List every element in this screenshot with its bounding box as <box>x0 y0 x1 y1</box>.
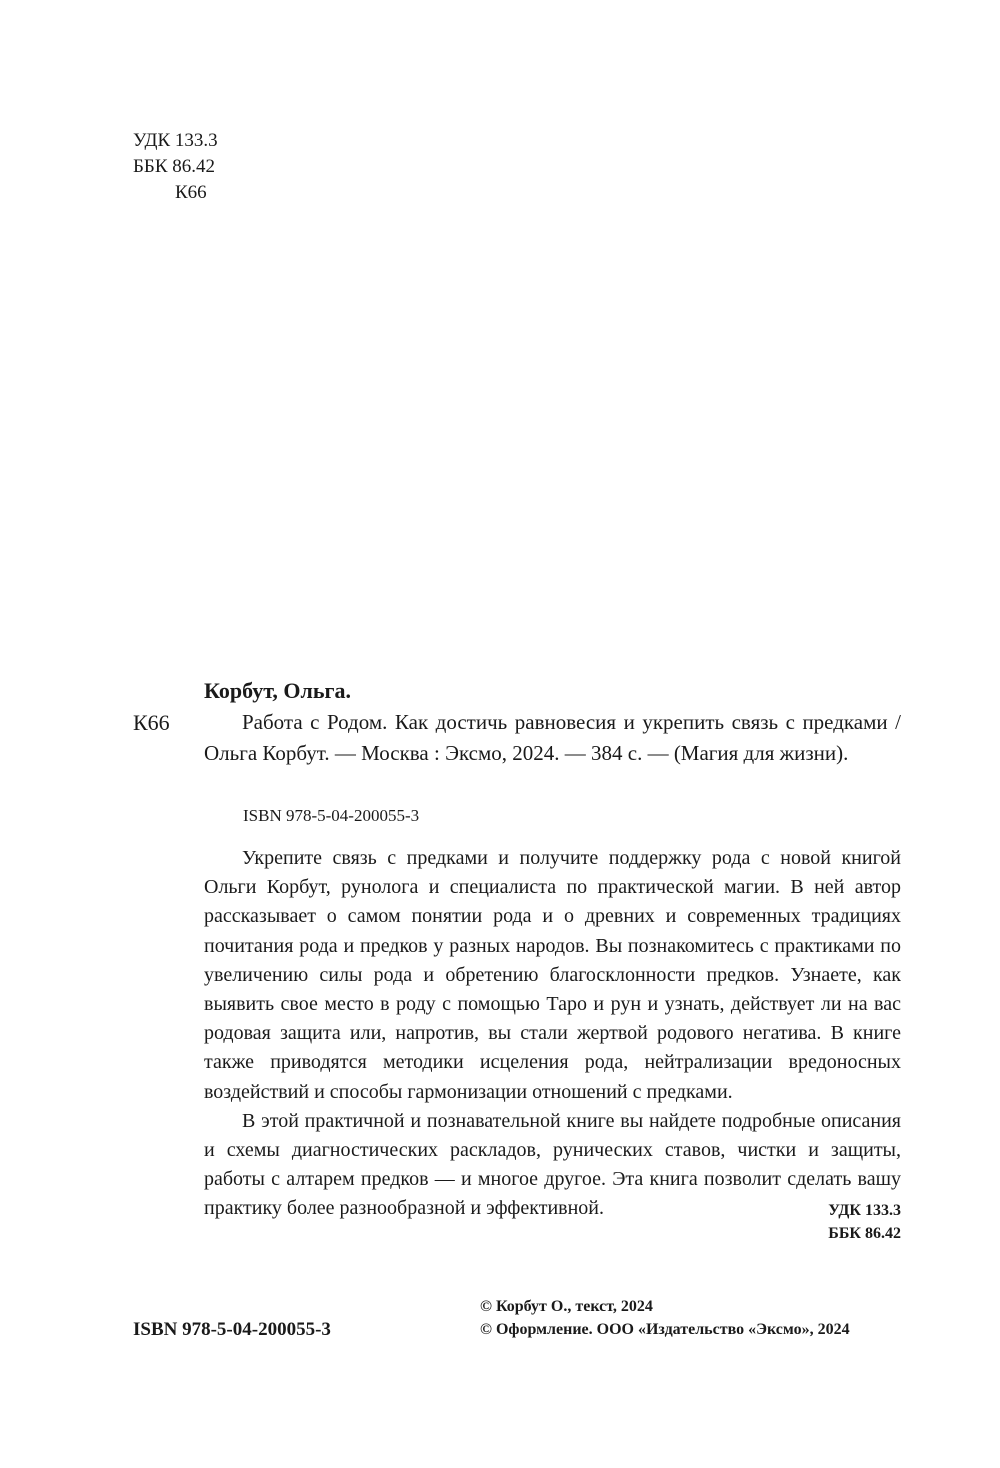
header-bbk: ББК 86.42 <box>133 156 215 177</box>
header-classification-codes <box>133 128 218 206</box>
record-author: Корбут, Ольга. <box>204 678 351 703</box>
footer-udk: УДК 133.3 <box>828 1202 901 1219</box>
footer-classification-codes <box>828 1199 901 1245</box>
annotation-paragraph-2: В этой практичной и познавательной книге вы найдете подробные описания и схемы диагностических раскладов, рунических ставов, чистки и защиты, работы с алтарем предков — и многое другое. Эта книга позволит сделать вашу практику более разнообразной и эффективной. <box>204 1109 901 1220</box>
header-udk: УДК 133.3 <box>133 130 218 151</box>
header-author-sign: К66 <box>175 182 207 203</box>
record-title-line: Работа с Родом. Как достичь равновесия и укрепить связь с предками / Ольга Корбут. — Москва : Эксмо, 2024. — 384 с. — (Магия для жизни). <box>204 710 901 765</box>
record-isbn: ISBN 978-5-04-200055-3 <box>243 806 420 825</box>
annotation <box>204 844 901 1224</box>
footer-isbn: ISBN 978-5-04-200055-3 <box>133 1319 331 1340</box>
footer-bbk: ББК 86.42 <box>828 1225 901 1242</box>
copyright-design: © Оформление. ООО «Издательство «Эксмо», 2024 <box>480 1321 850 1338</box>
record-title-block <box>204 707 901 769</box>
record-author-sign: К66 <box>133 710 170 735</box>
annotation-paragraph-1: Укрепите связь с предками и получите поддержку рода с новой книгой Ольги Корбут, рунолога и специалиста по практической магии. В ней автор рассказывает о самом понятии рода и о древних и современных традициях почитания рода и предков у разных народов. Вы познакомитесь с практиками по увеличению силы рода и обретению благосклонности предков. Узнаете, как выявить свое место в роду с помощью Таро и рун и узнать, действует ли на вас родовая защита или, напротив, вы стали жертвой родового негатива. В книге также приводятся методики исцеления рода, нейтрализации вредоносных воздействий и способы гармонизации отношений с предками. <box>204 847 901 1103</box>
copyright-text: © Корбут О., текст, 2024 <box>480 1298 653 1315</box>
copyright-block <box>480 1295 850 1341</box>
